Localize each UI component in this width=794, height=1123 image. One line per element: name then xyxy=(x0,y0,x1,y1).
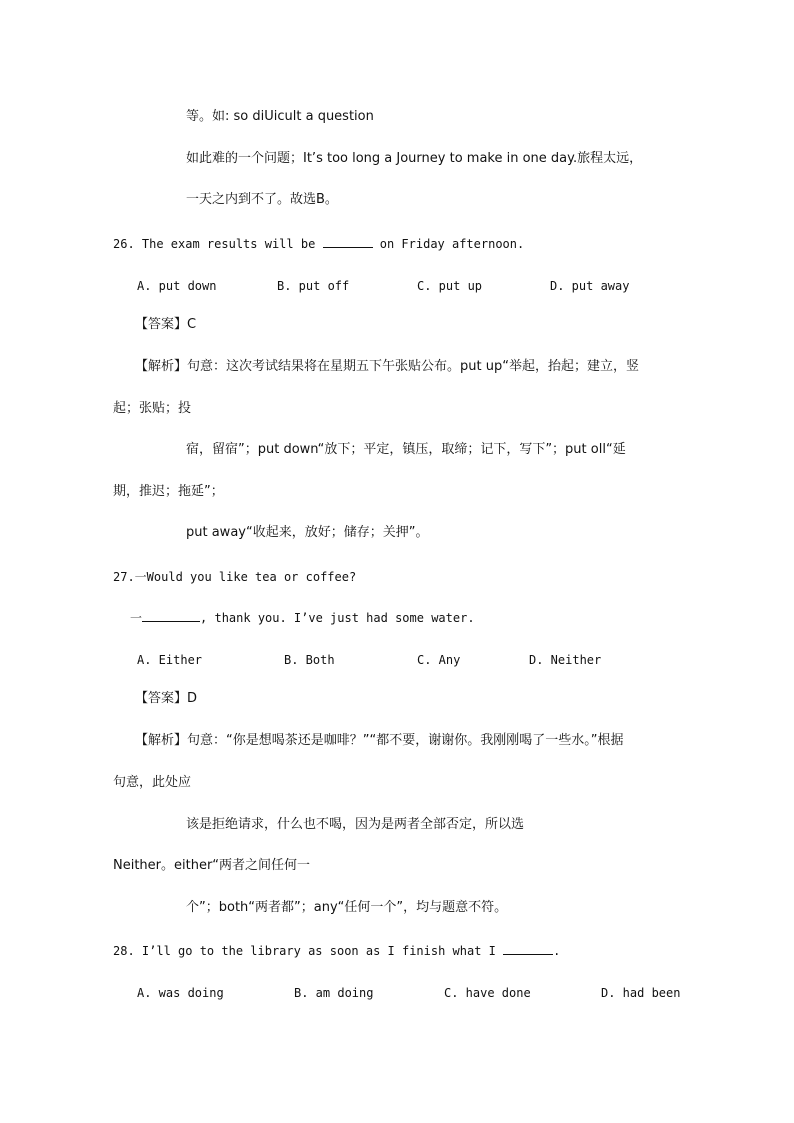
option-a: A. was doing xyxy=(137,986,224,1000)
option-c: C. put up xyxy=(417,279,483,293)
option-d: D. Neither xyxy=(529,653,602,667)
option-c: C. Any xyxy=(417,653,461,667)
options-28 xyxy=(0,984,794,1002)
explanation-line: 个”；both“两者都”；any“任何一个”，均与题意不符。 xyxy=(186,900,508,915)
option-b: B. put off xyxy=(277,279,350,293)
text-line: 一天之内到不了。故选B。 xyxy=(186,192,338,207)
text-line: 如此难的一个问题；It’s too long a Journey to make in one day.旅程太远， xyxy=(186,151,643,166)
option-b: B. am doing xyxy=(294,986,374,1000)
explanation-line: 【解析】句意：这次考试结果将在星期五下午张贴公布。put up“举起，抬起；建立，竖 xyxy=(135,359,639,374)
explanation-line: 期，推迟；拖延”； xyxy=(113,484,224,499)
option-a: A. Either xyxy=(137,653,203,667)
text-line: 等。如: so diUicult a question xyxy=(186,109,374,124)
question-27-line-2 xyxy=(130,609,475,627)
question-text: . xyxy=(553,944,561,958)
options-27 xyxy=(0,651,794,669)
explanation-line: put away“收起来，放好；储存；关押”。 xyxy=(186,525,429,540)
options-26 xyxy=(0,277,794,295)
question-26 xyxy=(113,235,524,253)
answer-26: 【答案】C xyxy=(135,317,197,332)
option-b: B. Both xyxy=(284,653,335,667)
question-text: 28. I’ll go to the library as soon as I finish what I xyxy=(113,944,504,958)
option-a: A. put down xyxy=(137,279,217,293)
question-text: on Friday afternoon. xyxy=(372,237,525,251)
answer-blank xyxy=(503,942,553,955)
answer-blank xyxy=(142,609,200,622)
answer-27: 【答案】D xyxy=(135,691,198,706)
option-d: D. put away xyxy=(550,279,630,293)
explanation-line: Neither。either“两者之间任何一 xyxy=(113,858,311,873)
explanation-line: 【解析】句意：“你是想喝茶还是咖啡？”“都不要，谢谢你。我刚刚喝了一些水。”根据 xyxy=(135,733,624,748)
option-c: C. have done xyxy=(444,986,531,1000)
dash: 一 xyxy=(130,611,143,625)
question-text: , thank you. I’ve just had some water. xyxy=(200,611,475,625)
explanation-line: 句意，此处应 xyxy=(113,775,192,790)
explanation-line: 宿，留宿”；put down“放下；平定，镇压，取缔；记下，写下”；put oll“延 xyxy=(186,442,626,457)
explanation-line: 起；张贴；投 xyxy=(113,401,192,416)
question-27: 27.一Would you like tea or coffee? xyxy=(113,570,357,584)
explanation-line: 该是拒绝请求，什么也不喝，因为是两者全部否定，所以选 xyxy=(186,817,525,832)
question-text: 26. The exam results will be xyxy=(113,237,323,251)
answer-blank xyxy=(323,235,373,248)
question-28 xyxy=(113,942,560,960)
option-d: D. had been xyxy=(601,986,681,1000)
